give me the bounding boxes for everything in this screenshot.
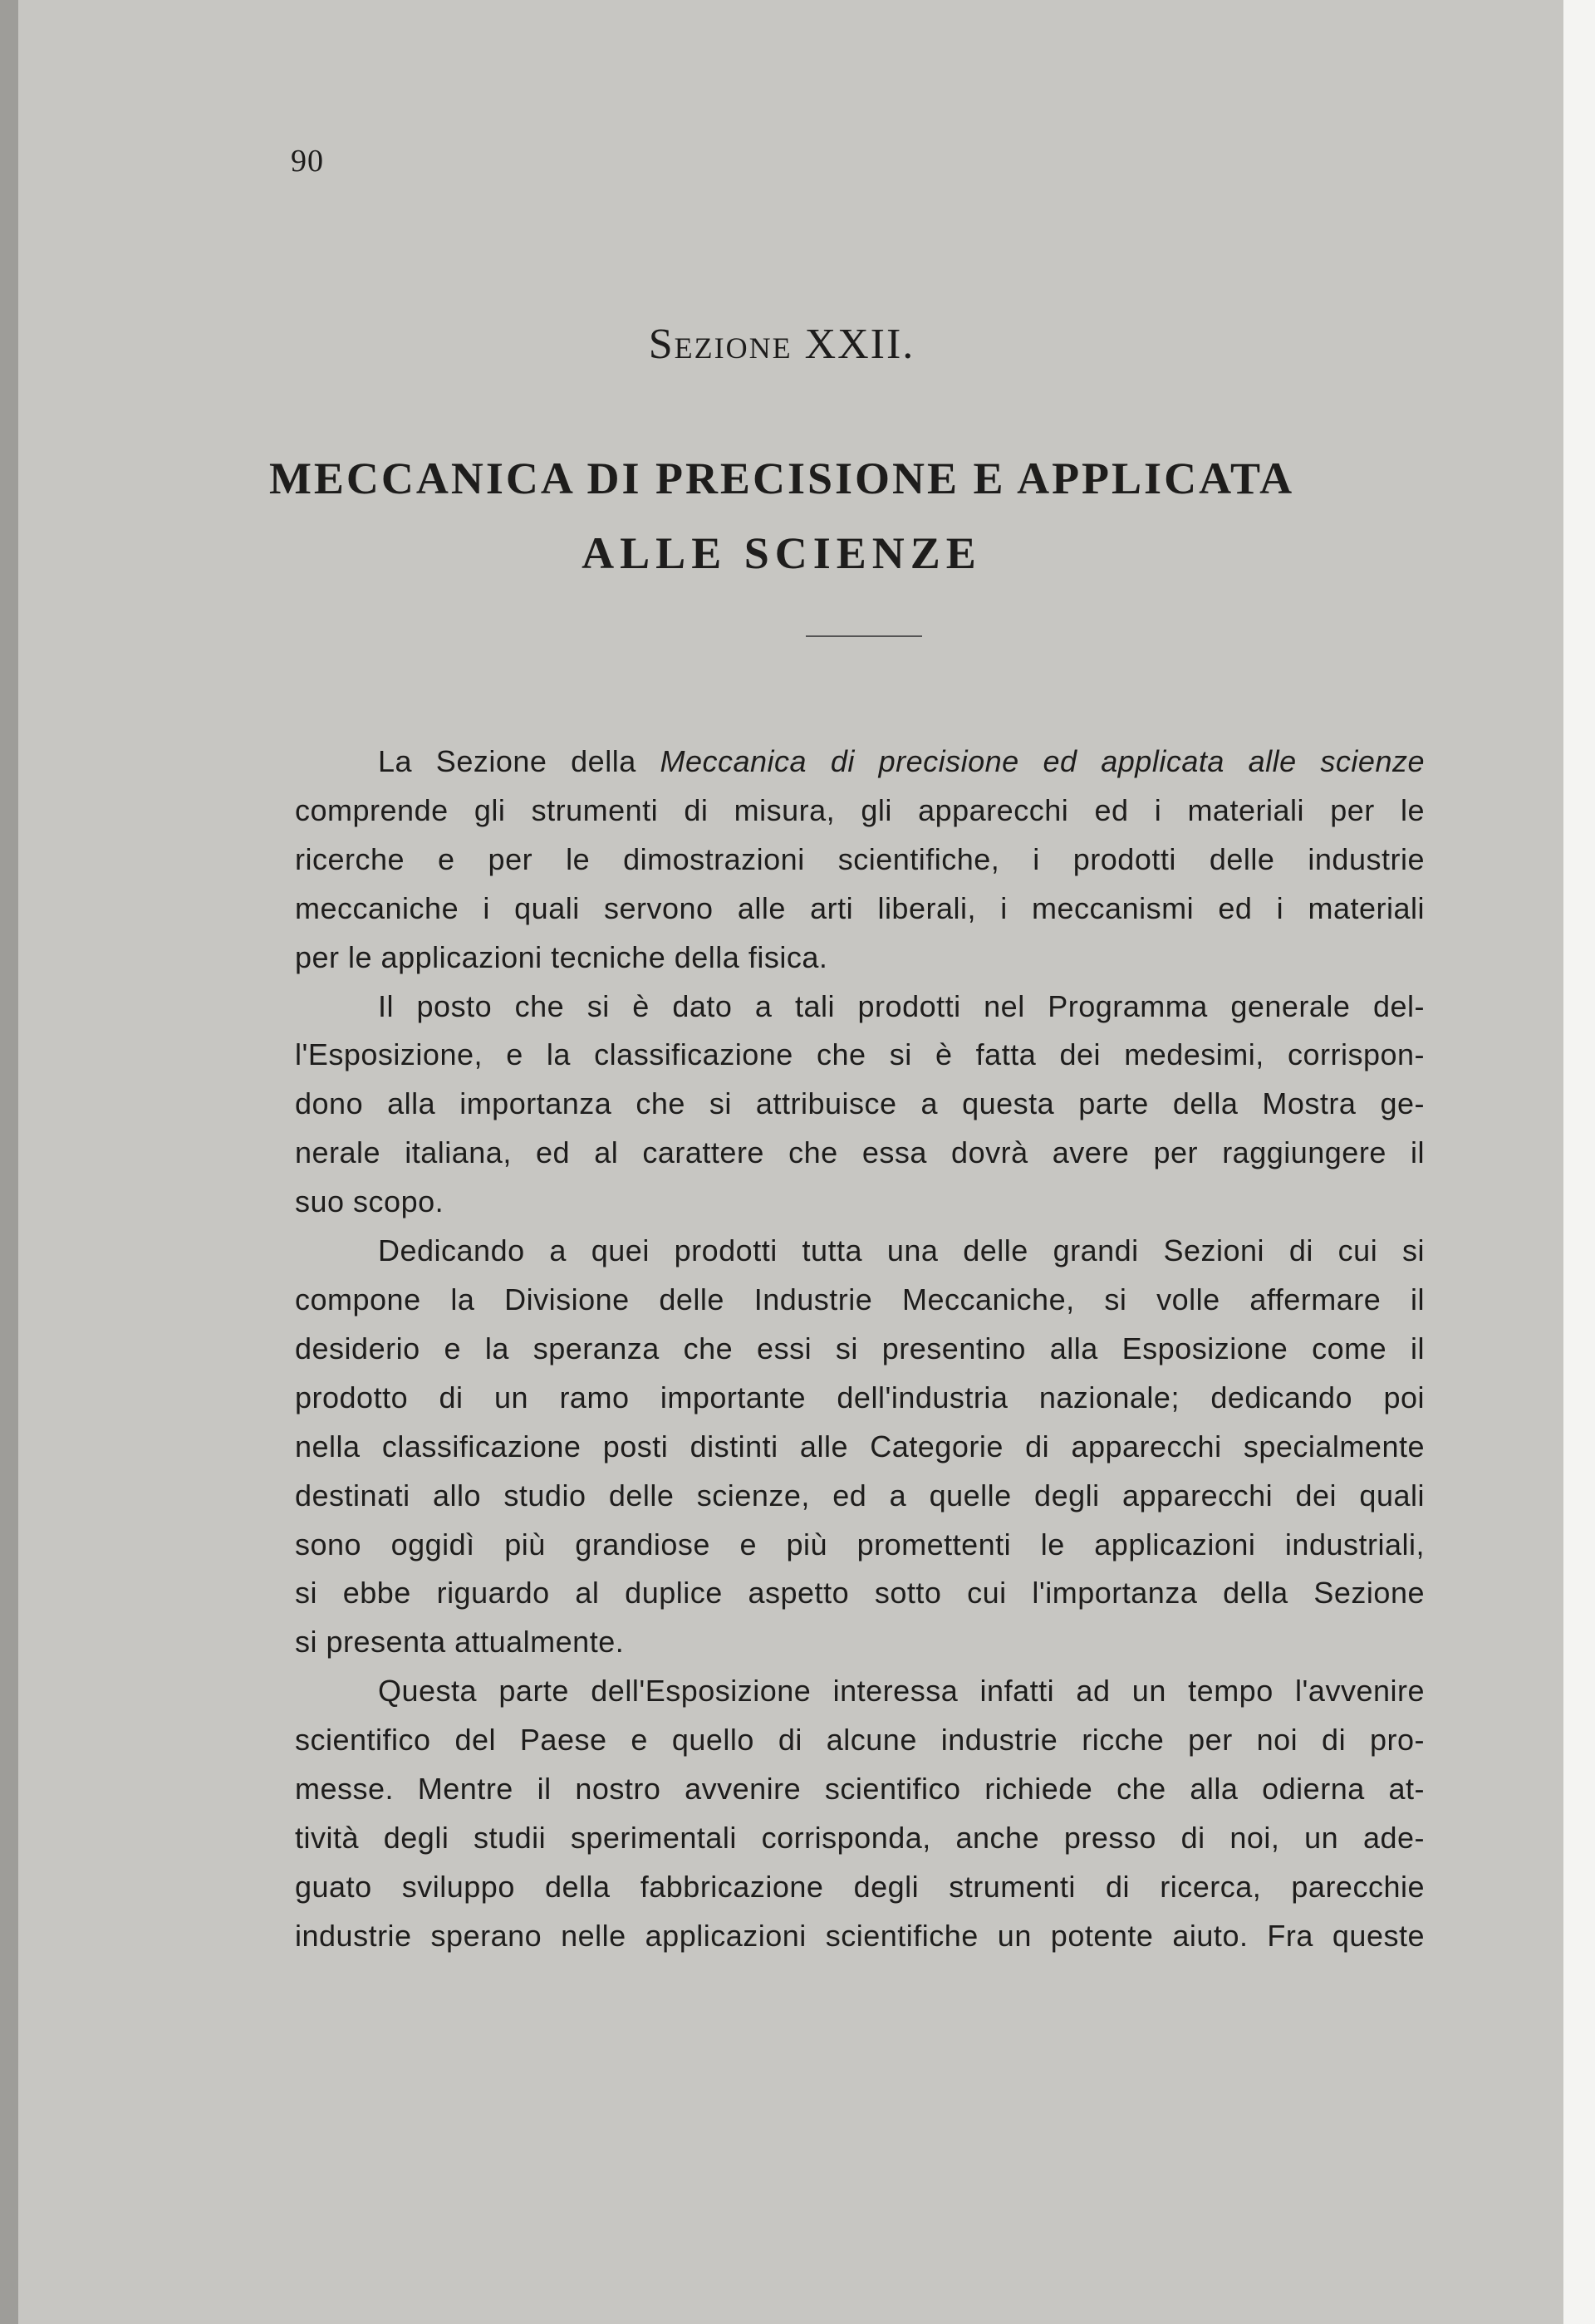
text-line: suo scopo. [295, 1184, 444, 1219]
text-line: meccaniche i quali servono alle arti liberali, i meccanismi ed i materiali [295, 890, 1425, 925]
text-line: tività degli studii sperimentali corrisponda, anche presso di noi, un ade- [295, 1820, 1425, 1855]
paragraph [295, 1227, 1425, 1667]
paragraph [295, 1667, 1425, 1960]
text-line: comprende gli strumenti di misura, gli apparecchi ed i materiali per le [295, 792, 1425, 827]
chapter-title-line-1: MECCANICA DI PRECISIONE E APPLICATA [268, 454, 1295, 503]
text-line: Dedicando a quei prodotti tutta una delle grandi Sezioni di cui si [378, 1233, 1425, 1268]
text-line: desiderio e la speranza che essi si presentino alla Esposizione come il [295, 1331, 1425, 1365]
italic-phrase: Meccanica di precisione ed applicata alle scienze [660, 744, 1425, 778]
text-line: prodotto di un ramo importante dell'industria nazionale; dedicando poi [295, 1380, 1425, 1415]
text-line: destinati allo studio delle scienze, ed a quelle degli apparecchi dei quali [295, 1478, 1425, 1513]
text-line: industrie sperano nelle applicazioni scientifiche un potente aiuto. Fra queste [295, 1918, 1425, 1953]
text-line: si ebbe riguardo al duplice aspetto sotto cui l'importanza della Sezione [295, 1576, 1425, 1611]
text-line: sono oggidì più grandiose e più promettenti le applicazioni industriali, [295, 1527, 1425, 1562]
text-line: messe. Mentre il nostro avvenire scientifico richiede che alla odierna at- [295, 1772, 1425, 1807]
text-line: La Sezione della Meccanica di precisione ed applicata alle scienze [378, 744, 1425, 778]
text-line: Il posto che si è dato a tali prodotti nel Programma generale del- [378, 988, 1425, 1023]
text-line: scientifico del Paese e quello di alcune industrie ricche per noi di pro- [295, 1723, 1425, 1758]
text-line: Questa parte dell'Esposizione interessa infatti ad un tempo l'avvenire [378, 1674, 1425, 1709]
text-line: per le applicazioni tecniche della fisica. [295, 939, 828, 974]
text-line: dono alla importanza che si attribuisce a questa parte della Mostra ge- [295, 1086, 1425, 1121]
text-line: nella classificazione posti distinti alle Categorie di apparecchi specialmente [295, 1429, 1425, 1464]
section-heading: Sezione XXII. [648, 321, 915, 368]
text-line: nerale italiana, ed al carattere che essa dovrà avere per raggiungere il [295, 1135, 1425, 1170]
title-divider [806, 635, 922, 637]
text-line: l'Esposizione, e la classificazione che si è fatta dei medesimi, corrispon- [295, 1037, 1425, 1072]
text-line: ricerche e per le dimostrazioni scientifiche, i prodotti delle industrie [295, 841, 1425, 876]
chapter-title-line-2: ALLE SCIENZE [582, 528, 982, 578]
text-line: guato sviluppo della fabbricazione degli strumenti di ricerca, parecchie [295, 1869, 1425, 1904]
paragraph [295, 983, 1425, 1228]
page-number: 90 [291, 144, 324, 179]
text-line: compone la Divisione delle Industrie Meccaniche, si volle affermare il [295, 1282, 1425, 1316]
paragraph [295, 738, 1425, 983]
body-text [295, 738, 1425, 1961]
text-line: si presenta attualmente. [295, 1625, 625, 1660]
